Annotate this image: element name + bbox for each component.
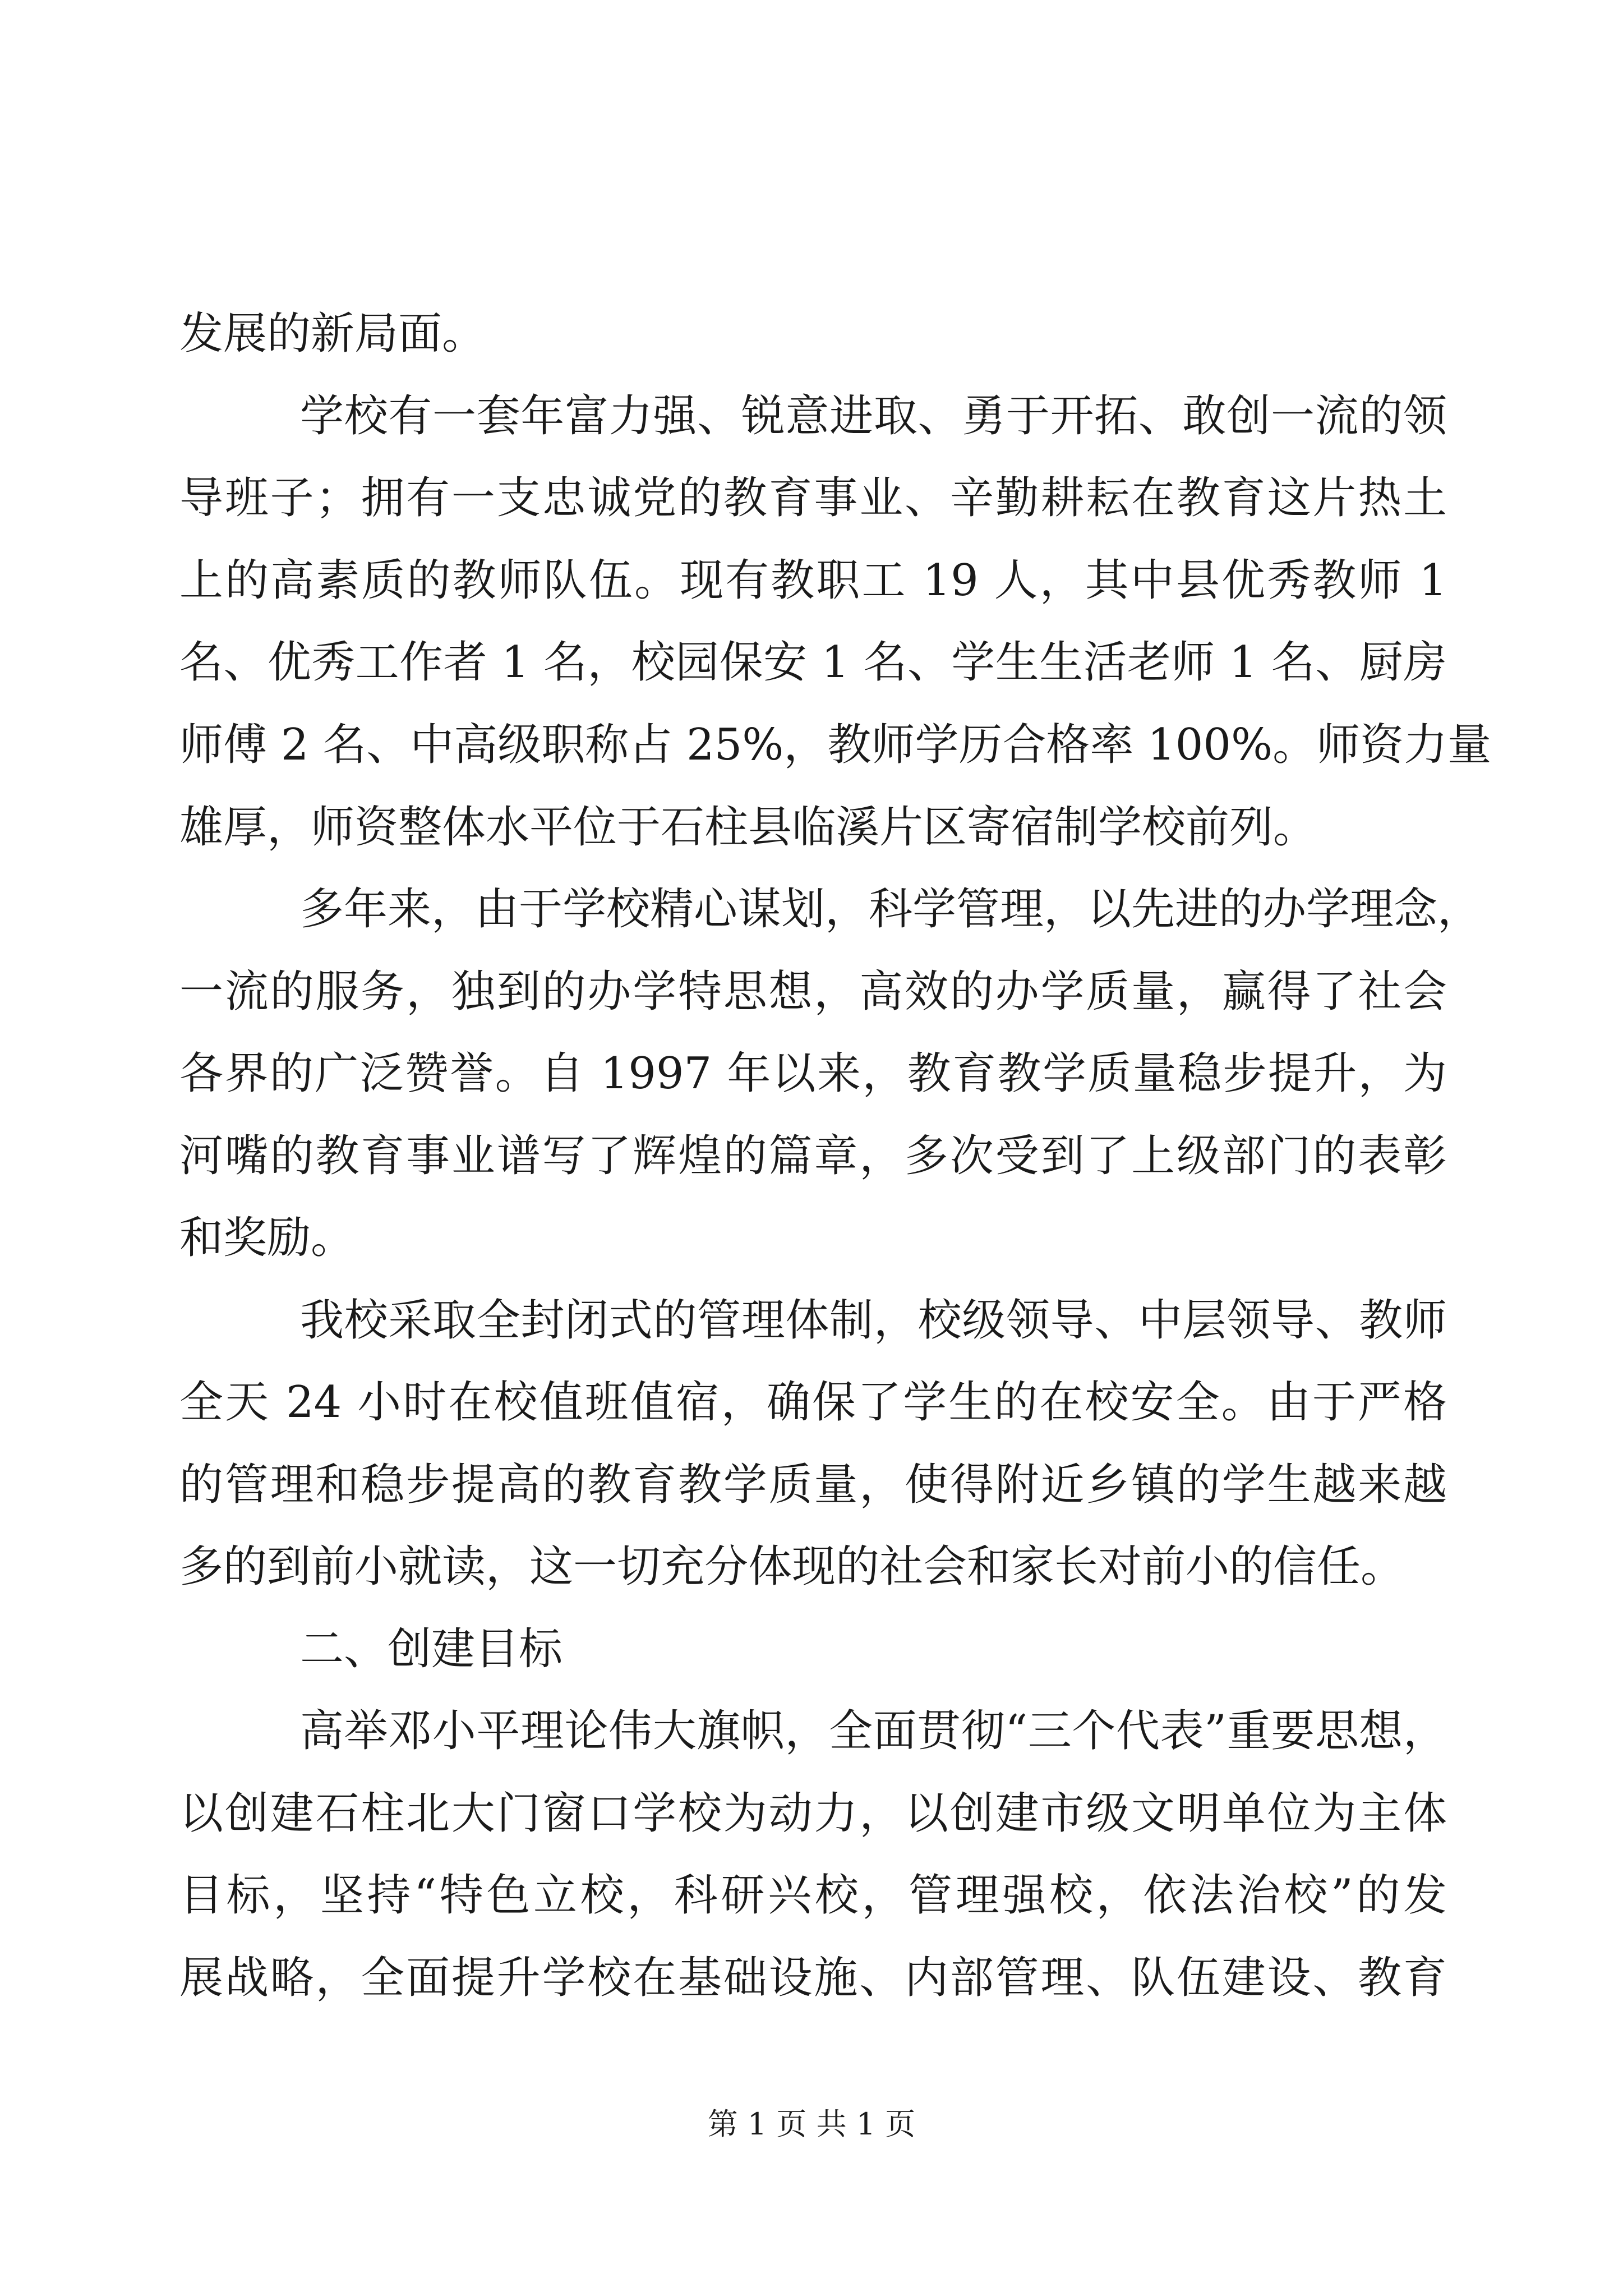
text-line: 全天 24 小时在校值班值宿，确保了学生的在校安全。由于严格	[179, 1377, 1447, 1428]
text-line: 以创建石柱北大门窗口学校为动力，以创建市级文明单位为主体	[179, 1788, 1447, 1839]
text-line: 展战略，全面提升学校在基础设施、内部管理、队伍建设、教育	[179, 1953, 1447, 2003]
text-line: 多的到前小就读，这一切充分体现的社会和家长对前小的信任。	[179, 1542, 1405, 1592]
paragraph-start-line: 高举邓小平理论伟大旗帜，全面贯彻“三个代表”重要思想，	[300, 1706, 1447, 1756]
paragraph-start-line: 学校有一套年富力强、锐意进取、勇于开拓、敢创一流的领	[300, 391, 1447, 441]
paragraph-start-line: 多年来，由于学校精心谋划，科学管理，以先进的办学理念，	[300, 884, 1482, 935]
text-line: 河嘴的教育事业谱写了辉煌的篇章，多次受到了上级部门的表彰	[179, 1131, 1447, 1181]
section-heading: 二、创建目标	[300, 1624, 563, 1674]
text-line: 一流的服务，独到的办学特思想，高效的办学质量，赢得了社会	[179, 967, 1447, 1017]
paragraph-start-line: 我校采取全封闭式的管理体制，校级领导、中层领导、教师	[300, 1295, 1447, 1346]
text-line: 发展的新局面。	[179, 309, 486, 359]
text-line: 师傅 2 名、中高级职称占 25%，教师学历合格率 100%。师资力量	[179, 720, 1492, 770]
text-line: 导班子；拥有一支忠诚党的教育事业、辛勤耕耘在教育这片热土	[179, 473, 1447, 523]
text-line: 雄厚，师资整体水平位于石柱县临溪片区寄宿制学校前列。	[179, 802, 1317, 853]
text-line: 的管理和稳步提高的教育教学质量，使得附近乡镇的学生越来越	[179, 1460, 1447, 1510]
text-line: 各界的广泛赞誉。自 1997 年以来，教育教学质量稳步提升，为	[179, 1048, 1447, 1099]
text-line: 和奖励。	[179, 1213, 355, 1263]
page-number-footer: 第 1 页 共 1 页	[707, 2106, 916, 2142]
text-line: 名、优秀工作者 1 名，校园保安 1 名、学生生活老师 1 名、厨房	[179, 637, 1447, 688]
text-line: 目标，坚持“特色立校，科研兴校，管理强校，依法治校”的发	[179, 1870, 1447, 1921]
text-line: 上的高素质的教师队伍。现有教职工 19 人，其中县优秀教师 1	[179, 555, 1447, 606]
